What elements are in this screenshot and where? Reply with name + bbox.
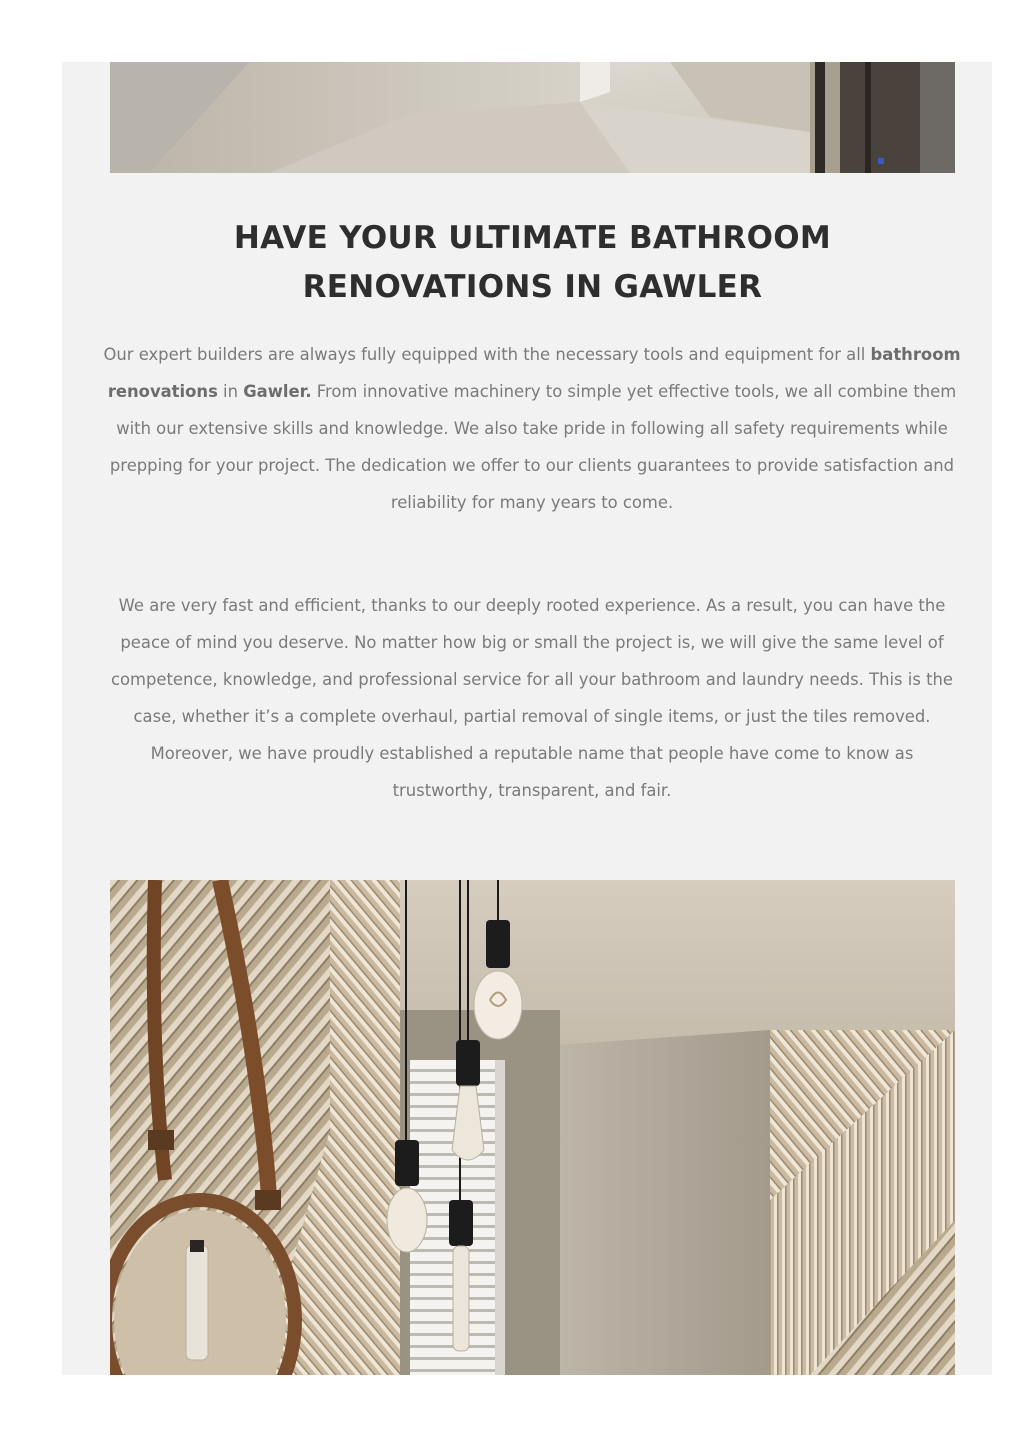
bathroom-interior-illustration: [110, 880, 955, 1375]
content-panel: [62, 62, 992, 1375]
intro-mid-text: in: [217, 382, 244, 401]
bathroom-floor-photo: [110, 62, 955, 173]
experience-paragraph: We are very fast and efficient, thanks to our deeply rooted experience. As a result, you can have the peace of mind you deserve. No matter how big or small the project is, we will give the same level of competence, knowledge, and professional service for all your bathroom and laundry needs. This is the case, whether it’s a complete overhaul, partial removal of single items, or just the tiles removed. Moreover, we have proudly established a reputable name that people have come to know as trustworthy, transparent, and fair.: [110, 596, 953, 800]
page-title: [110, 214, 955, 312]
pendant-bulb-4: [449, 1200, 473, 1351]
gawler-emphasis: Gawler.: [243, 382, 312, 401]
bathroom-interior-photo: [110, 880, 955, 1375]
heading-line-1: HAVE YOUR ULTIMATE BATHROOM: [233, 220, 832, 256]
intro-paragraph: [102, 336, 962, 521]
intro-lead-text: Our expert builders are always fully equipped with the necessary tools and equipment for all: [103, 345, 871, 364]
heading-line-2: RENOVATIONS IN GAWLER: [302, 269, 763, 305]
intro-rest-text: From innovative machinery to simple yet effective tools, we all combine them with our extensive skills and knowledge. We also take pride in following all safety requirements while prepping for your project. The dedication we offer to our clients guarantees to provide satisfaction and reliability for many years to come.: [109, 382, 957, 512]
bathroom-renovations-emphasis: bathroom renovations: [107, 345, 961, 401]
bathroom-floor-illustration: [110, 62, 955, 173]
